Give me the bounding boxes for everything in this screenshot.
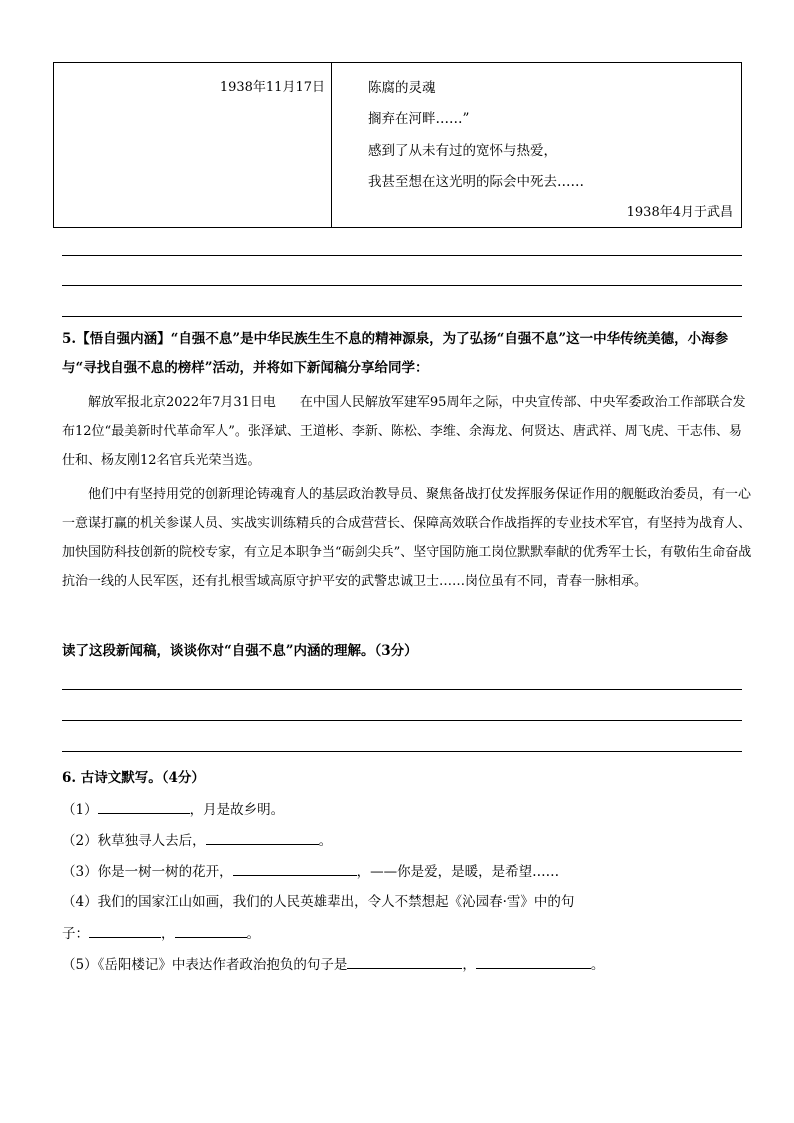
table-divider <box>331 63 332 227</box>
q6-item-2 <box>62 830 332 851</box>
q5-question: 读了这段新闻稿，谈谈你对“自强不息”内涵的理解。（3分） <box>62 643 418 659</box>
answer-line <box>62 689 742 690</box>
fill-blank[interactable] <box>206 830 319 845</box>
poem-line: 搁弃在河畔……” <box>368 111 470 127</box>
left-date: 1938年11月17日 <box>219 80 325 95</box>
item-text: ， <box>462 957 476 973</box>
q5-prompt: 5.【悟自强内涵】“自强不息”是中华民族生生不息的精神源泉，为了弘扬“自强不息”这一中华传统美德，小海参与“寻找自强不息的榜样”活动，并将如下新闻稿分享给同学： <box>62 331 729 376</box>
news-paragraph-2: 他们中有坚持用党的创新理论铸魂育人的基层政治教导员、聚焦备战打仗发挥服务保证作用的舰艇政治委员，有一心一意谋打赢的机关参谋人员、实战实训练精兵的合成营营长、保障高效联合作战指挥的专业技术军官，有坚持为战育人、加快国防科技创新的院校专家，有立足本职争当“砺剑尖兵”、坚守国防施工岗位默默奉献的优秀军士长，有敬佑生命奋战抗治一线的人民军医，还有扎根雪域高原守护平安的武警忠诚卫士……岗位虽有不同，青春一脉相承。 <box>62 487 752 589</box>
right-date: 1938年4月于武昌 <box>626 205 733 220</box>
news-body-1: 在中国人民解放军建军95周年之际，中央宣传部、中央军委政治工作部联合发布12位“最美新时代革命军人”。张泽斌、王道彬、李新、陈松、李维、余海龙、何贤达、唐武祥、周飞虎、干志伟、易仕和、杨友刚12名官兵光荣当选。 <box>62 395 746 468</box>
answer-line <box>62 751 742 752</box>
fill-blank[interactable] <box>233 861 357 876</box>
item-text: 。 <box>246 926 260 942</box>
item-text: ， <box>161 926 175 942</box>
q6-item-4-cont <box>62 923 260 944</box>
answer-line <box>62 720 742 721</box>
item-text: 子： <box>62 926 89 942</box>
item-text: 。 <box>590 957 605 973</box>
item-number: （1） <box>62 802 98 818</box>
q6-item-5 <box>62 954 604 975</box>
answer-line <box>62 285 742 286</box>
item-text: （3）你是一树一树的花开， <box>62 864 233 880</box>
answer-line <box>62 255 742 256</box>
item-text: ，月是故乡明。 <box>189 802 285 818</box>
poem-line: 陈腐的灵魂 <box>368 80 436 96</box>
fill-blank[interactable] <box>347 954 462 969</box>
q6-item-1 <box>62 799 284 820</box>
answer-line <box>62 316 742 317</box>
poem-line: 我甚至想在这光明的际会中死去…… <box>368 174 584 190</box>
q6-title: 6. 古诗文默写。（4分） <box>62 770 205 786</box>
poem-line: 感到了从未有过的宽怀与热爱， <box>368 143 557 159</box>
news-dateline: 解放军报北京2022年7月31日电 <box>88 395 276 410</box>
item-text: 。 <box>318 833 333 849</box>
poem-table <box>53 62 742 228</box>
fill-blank[interactable] <box>476 954 591 969</box>
q6-item-4: （4）我们的国家江山如画，我们的人民英雄辈出，令人不禁想起《沁园春·雪》中的句 <box>62 894 575 910</box>
item-text: ，——你是爱，是暖，是希望…… <box>356 864 560 880</box>
fill-blank[interactable] <box>175 923 247 938</box>
item-text: （2）秋草独寻人去后， <box>62 833 206 849</box>
q6-item-3 <box>62 861 559 882</box>
news-paragraph-1 <box>62 388 752 475</box>
item-text: （5）《岳阳楼记》中表达作者政治抱负的句子是 <box>62 957 348 973</box>
fill-blank[interactable] <box>89 923 161 938</box>
fill-blank[interactable] <box>98 799 190 814</box>
